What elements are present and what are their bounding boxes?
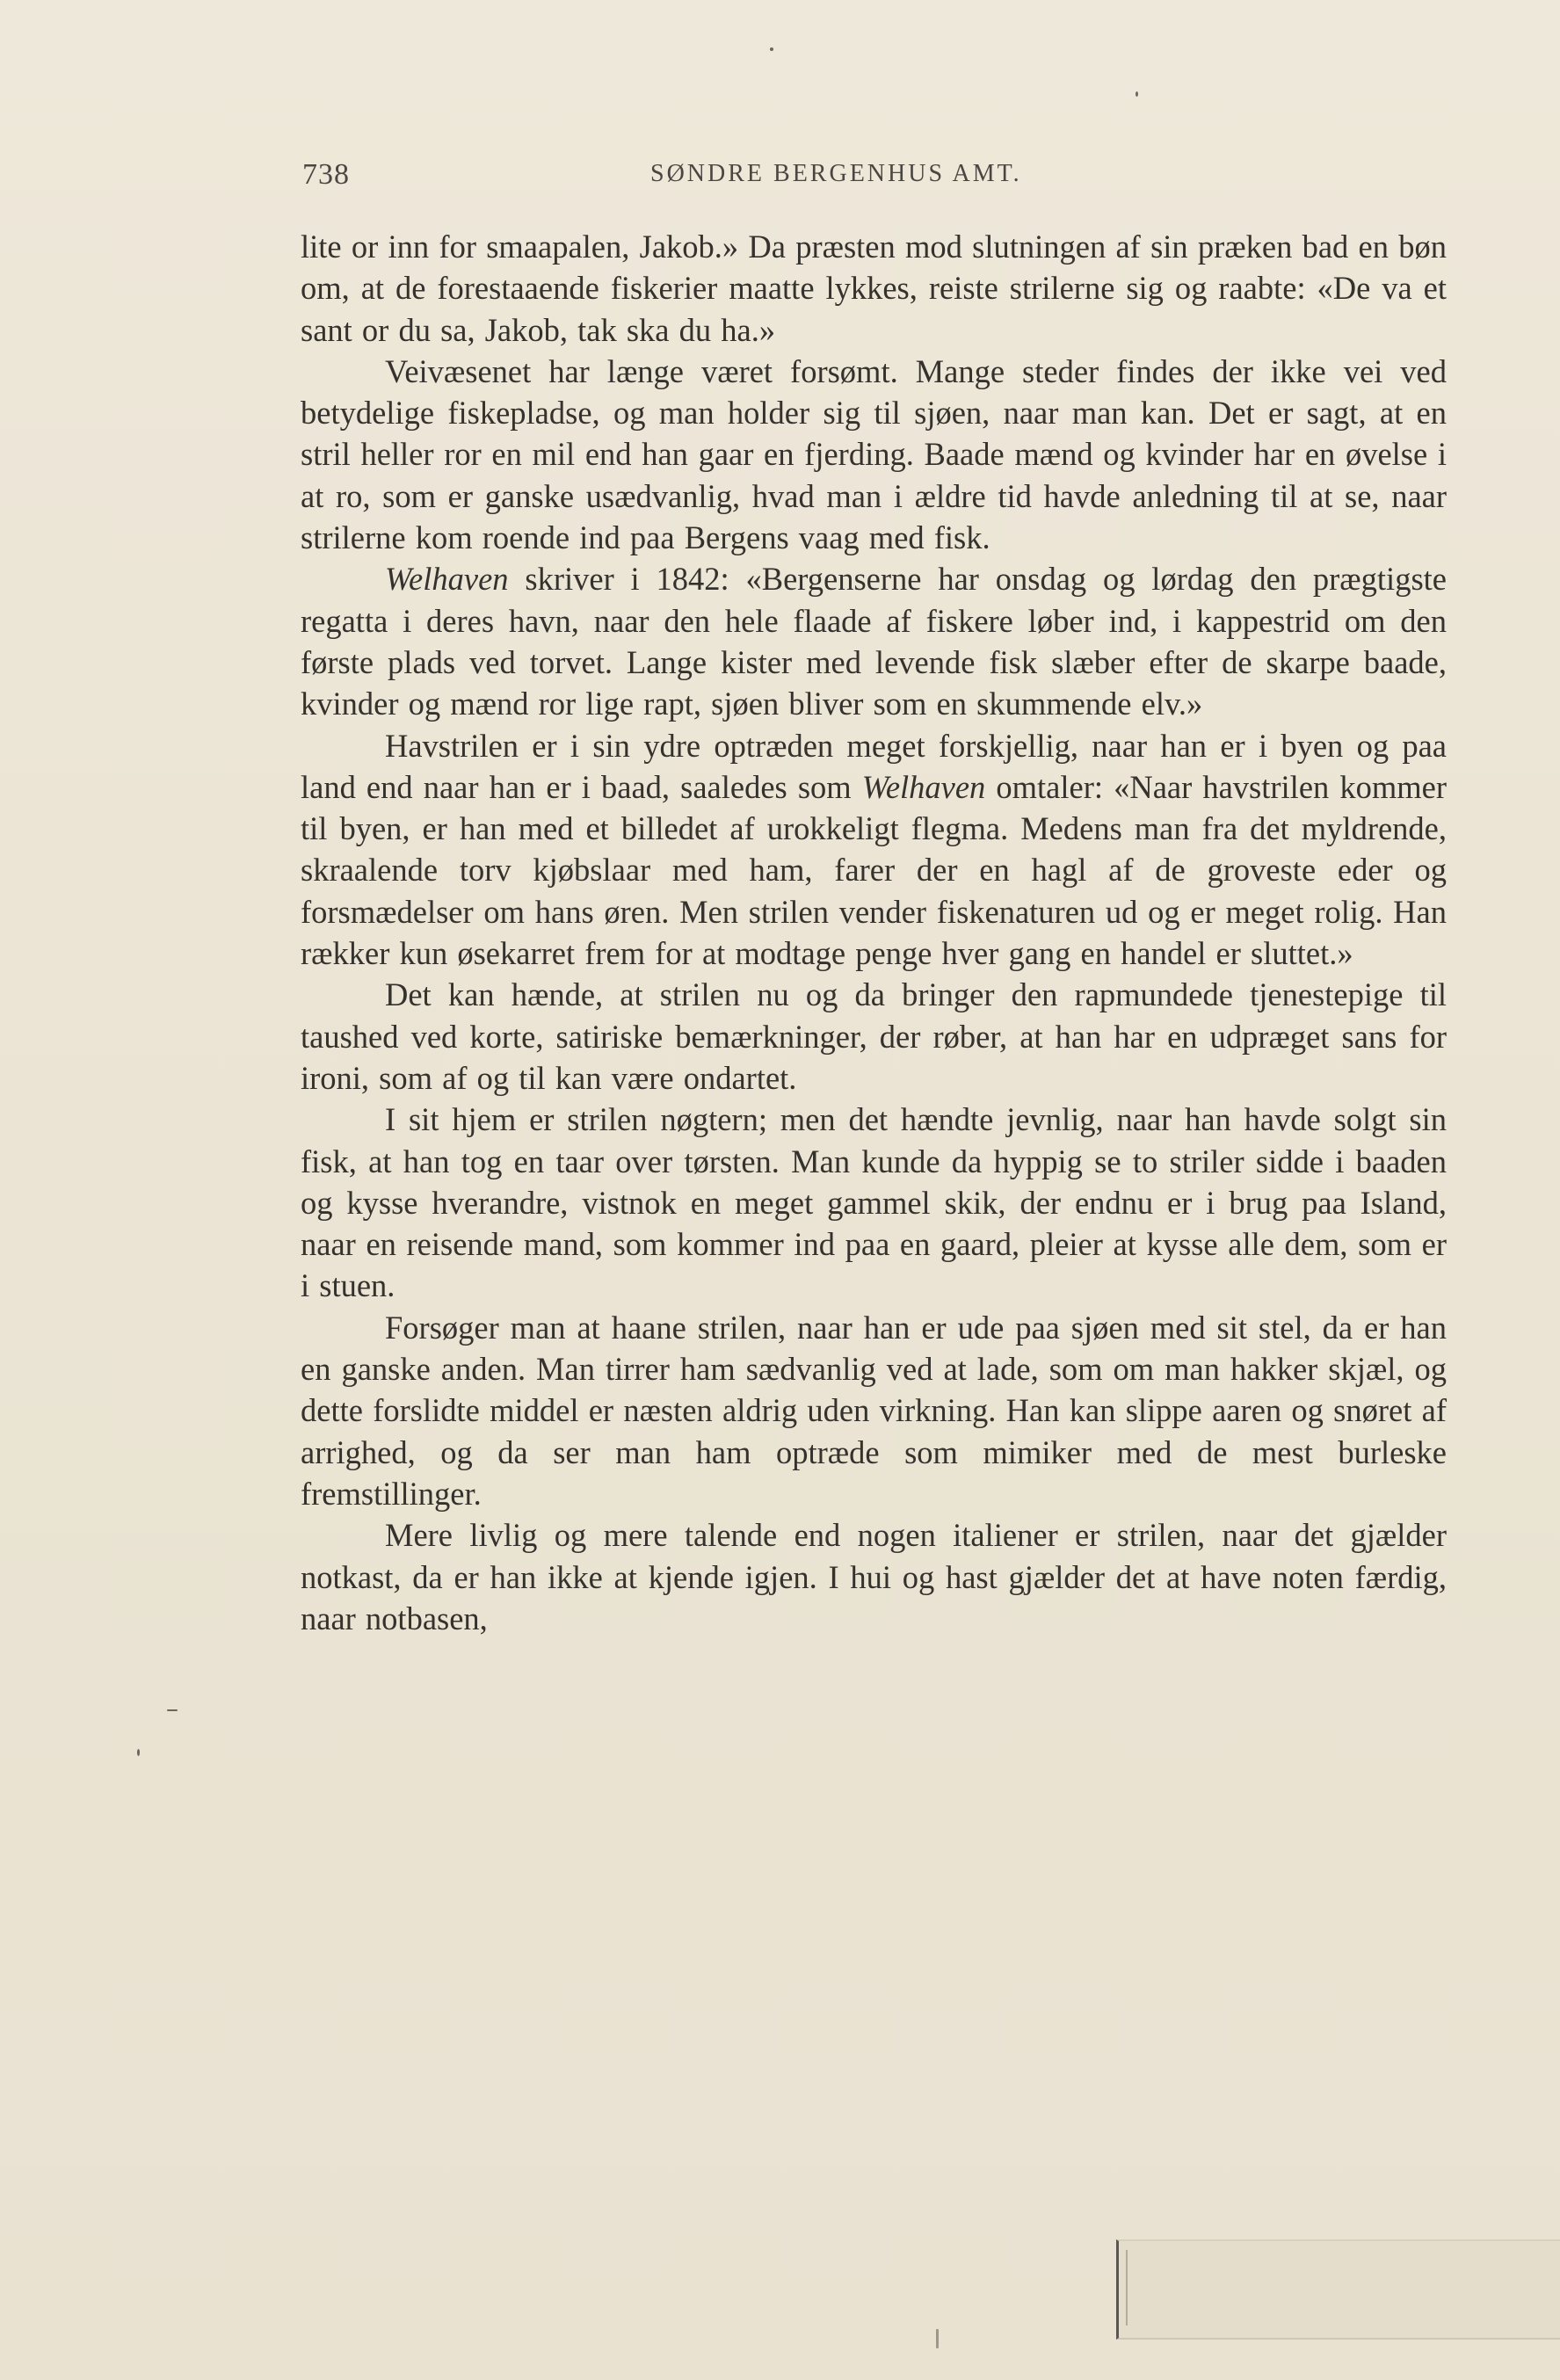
italic-name: Welhaven [385,561,509,598]
paper-speck [770,47,773,51]
paper-speck [137,1749,140,1756]
paper-speck [167,1709,178,1711]
paper-speck [1136,91,1138,97]
body-text [301,226,1447,1639]
paragraph [301,974,1447,1099]
paragraph-text: Forsøger man at haane strilen, naar han er ude paa sjøen med sit stel, da er han en ganske anden. Man tirrer ham sædvanlig ved at lade, som om man hakker skjæl, og dette forslidte middel er næsten aldrig uden virkning. Han kan slippe aaren og snøret af arrighed, og da ser man ham optræde som mimiker med de mest burleske fremstillinger. [301,1309,1447,1512]
page-header [302,158,1445,202]
italic-name: Welhaven [861,768,986,805]
page-corner-inner-edge [1126,2250,1558,2326]
page-corner-fold [1116,2239,1560,2340]
paragraph-text: Havstrilen er i sin ydre optræden meget forskjellig, naar han er i byen og paa land end naar han er i baad, saaledes som [301,727,1447,805]
page-number: 738 [302,158,350,191]
paragraph [301,558,1447,724]
running-head: SØNDRE BERGENHUS AMT. [650,160,1022,187]
paragraph [301,1514,1447,1639]
paper-speck [936,2329,939,2348]
paragraph-text: Det kan hænde, at strilen nu og da bringer den rapmundede tjenestepige til taushed ved korte, satiriske bemærkninger, der røber, at han har en udpræget sans for ironi, som af og til kan være ondartet. [301,976,1447,1096]
paragraph-text: lite or inn for smaapalen, Jakob.» Da præsten mod slutningen af sin præken bad en bøn om, at de forestaaende fiskerier maatte lykkes, reiste strilerne sig og raabte: «De va et sant or du sa, Jakob, tak ska du ha.» [301,229,1447,348]
paragraph-text: omtaler: «Naar havstrilen kommer til byen, er han med et billedet af urokkeligt flegma. Medens man fra det myldrende, skraalende torv kjøbslaar med ham, farer der en hagl af de groveste eder og forsmædelser om hans øren. Men strilen vender fiskenaturen ud og er meget rolig. Han rækker kun øsekarret frem for at modtage penge hver gang en handel er sluttet.» [301,768,1447,972]
paragraph [301,351,1447,558]
paragraph-text: skriver i 1842: «Bergenserne har onsdag og lørdag den prægtigste regatta i deres havn, naar den hele flaade af fiskere løber ind, i kappestrid om den første plads ved torvet. Lange kister med levende fisk slæber efter de skarpe baade, kvinder og mænd ror lige rapt, sjøen bliver som en skummende elv.» [301,561,1447,722]
paragraph [301,1307,1447,1514]
paragraph-text: Veivæsenet har længe været forsømt. Mange steder findes der ikke vei ved betydelige fiskepladse, og man holder sig til sjøen, naar man kan. Det er sagt, at en stril heller ror en mil end han gaar en fjerding. Baade mænd og kvinder har en øvelse i at ro, som er ganske usædvanlig, hvad man i ældre tid havde anledning til at se, naar strilerne kom roende ind paa Bergens vaag med fisk. [301,352,1447,556]
paragraph [301,725,1447,975]
paragraph [301,226,1447,351]
paragraph-text: I sit hjem er strilen nøgtern; men det hændte jevnlig, naar han havde solgt sin fisk, at han tog en taar over tørsten. Man kunde da hyppig se to striler sidde i baaden og kysse hverandre, vistnok en meget gammel skik, der endnu er i brug paa Island, naar en reisende mand, som kommer ind paa en gaard, pleier at kysse alle dem, som er i stuen. [301,1101,1447,1304]
paragraph [301,1099,1447,1306]
paragraph-text: Mere livlig og mere talende end nogen italiener er strilen, naar det gjælder notkast, da er han ikke at kjende igjen. I hui og hast gjælder det at have noten færdig, naar notbasen, [301,1517,1447,1636]
